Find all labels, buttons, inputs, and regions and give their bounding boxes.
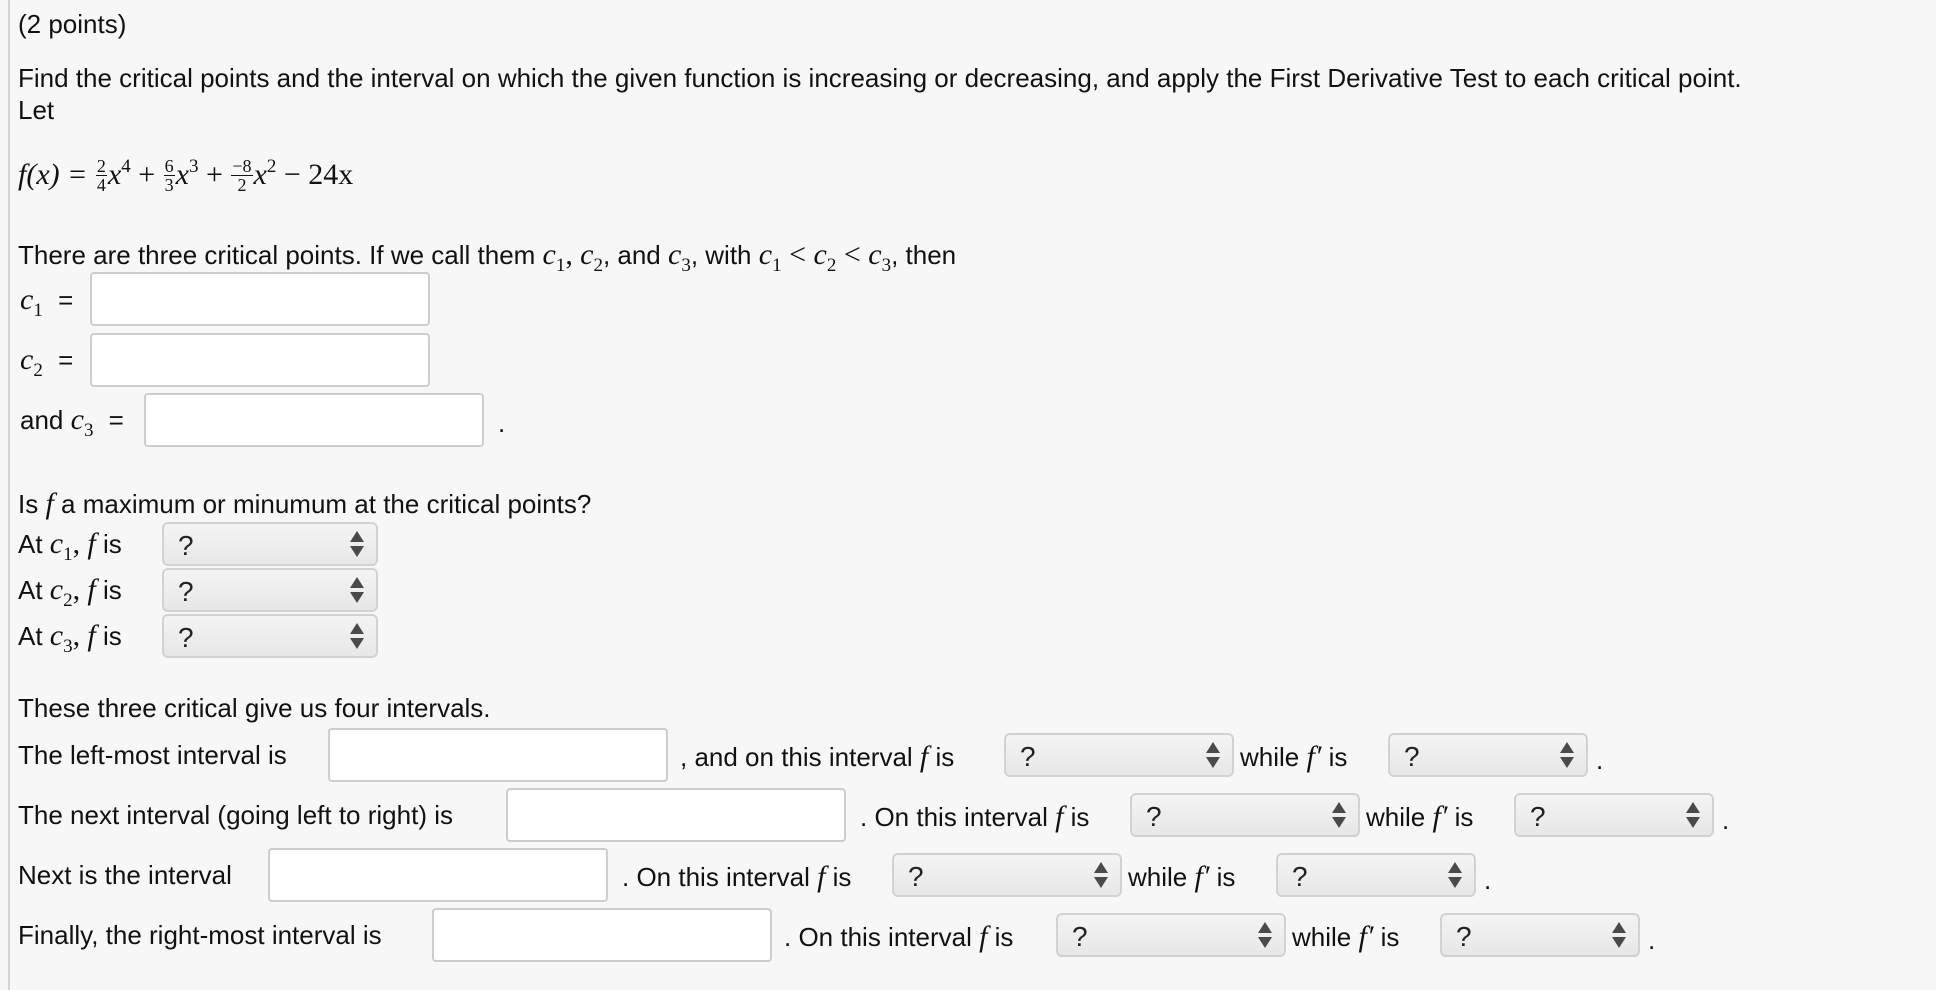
c2-input[interactable] (90, 333, 430, 387)
critical-points-sentence: There are three critical points. If we call them $c_1$, $c_2$, and $c_3$, with $c_1 < c_2 < c_3$, then (18, 238, 957, 276)
ineq-c2-sub: 2 (826, 255, 837, 276)
term-1-exp: 4 (121, 156, 131, 177)
updown-arrows-icon (1448, 862, 1462, 890)
sentence-and: , and (602, 240, 668, 270)
sentence-with: , with (690, 240, 759, 270)
c2-sub: 2 (593, 255, 603, 276)
c3-label: and $c_3$ = (20, 403, 124, 441)
maxmin-c3-select[interactable] (162, 614, 378, 658)
term-3-var: x (253, 158, 267, 191)
c2-label: $c_2$ = (20, 343, 74, 381)
select-value: ? (1292, 861, 1308, 892)
interval-row-4-label: Finally, the right-most interval is (18, 920, 382, 950)
updown-arrows-icon (1332, 802, 1346, 830)
function-tail: − 24x (276, 158, 354, 191)
sentence-part-a: There are three critical points. If we call them (18, 240, 543, 270)
interval-3-fprime-select[interactable] (1276, 853, 1476, 897)
term-2-exp: 3 (188, 156, 199, 177)
intervals-intro: These three critical give us four intervals. (18, 693, 491, 723)
fraction-term-3: $\frac{-8}{2}$ (232, 155, 252, 195)
select-value: ? (178, 622, 194, 653)
ineq-c2: c (813, 238, 827, 271)
sentence-then: , then (891, 240, 957, 270)
c1-var: c (542, 238, 556, 271)
select-value: ? (1072, 921, 1088, 952)
interval-3-input[interactable] (268, 848, 608, 902)
c3-input[interactable] (144, 393, 484, 447)
select-value: ? (178, 576, 194, 607)
c2-var: c (580, 238, 594, 271)
maxmin-row-3-label: At $c_3$, f is (18, 619, 122, 657)
interval-1-f-select[interactable] (1004, 733, 1234, 777)
updown-arrows-icon (350, 577, 364, 605)
updown-arrows-icon (1612, 922, 1626, 950)
ineq-c1-sub: 1 (772, 255, 782, 276)
c1-input[interactable] (90, 272, 430, 326)
interval-4-f-select[interactable] (1056, 913, 1286, 957)
select-value: ? (1530, 801, 1546, 832)
problem-panel (8, 0, 1936, 990)
interval-row-4-end: . (1648, 925, 1656, 955)
select-value: ? (1456, 921, 1472, 952)
c1-sub: 1 (555, 255, 566, 276)
c1-label: $c_1$ = (20, 283, 74, 321)
select-value: ? (178, 530, 194, 561)
maxmin-question: Is f a maximum or minumum at the critical points? (18, 487, 592, 520)
interval-row-2-while: while f′ is (1366, 800, 1474, 833)
interval-row-2-label: The next interval (going left to right) is (18, 800, 453, 830)
updown-arrows-icon (1206, 742, 1220, 770)
interval-row-4-while: while f′ is (1292, 920, 1400, 953)
ineq-c1: c (758, 238, 773, 271)
c3-var: c (668, 238, 682, 271)
function-lhs: f(x) = (18, 158, 95, 191)
problem-prompt: Find the critical points and the interval on which the given function is increasing or decreasing, and apply the First Derivative Test to each critical point. (18, 63, 1742, 93)
fraction-term-1: $\frac{2}{4}$ (96, 155, 106, 195)
function-definition: f(x) = $\frac{2}{4}$ $x^4$ + $\frac{6}{3}$ $x^3$ + $\frac{-8}{2}$ $x^2 - 24x$ (18, 155, 354, 195)
select-value: ? (1404, 741, 1420, 772)
select-value: ? (908, 861, 924, 892)
updown-arrows-icon (350, 623, 364, 651)
interval-row-1-while: while f′ is (1240, 740, 1348, 773)
ineq-c3-sub: 3 (881, 255, 892, 276)
interval-row-1-label: The left-most interval is (18, 740, 287, 770)
term-3-exp: 2 (266, 156, 277, 177)
maxmin-c2-select[interactable] (162, 568, 378, 612)
interval-row-3-label: Next is the interval (18, 860, 232, 890)
interval-row-3-mid: . On this interval f is (622, 860, 852, 893)
interval-4-fprime-select[interactable] (1440, 913, 1640, 957)
updown-arrows-icon (1560, 742, 1574, 770)
term-2-var: x (175, 158, 189, 191)
fraction-term-2: $\frac{6}{3}$ (164, 155, 174, 195)
interval-row-4-mid: . On this interval f is (784, 920, 1014, 953)
interval-row-1-end: . (1596, 745, 1604, 775)
interval-4-input[interactable] (432, 908, 772, 962)
points-label: (2 points) (18, 9, 127, 39)
maxmin-row-1-label: At $c_1$, f is (18, 527, 122, 565)
ineq-c3: c (868, 238, 882, 271)
interval-row-2-mid: . On this interval f is (860, 800, 1090, 833)
maxmin-row-2-label: At $c_2$, f is (18, 573, 122, 611)
c3-period: . (498, 408, 506, 438)
interval-1-input[interactable] (328, 728, 668, 782)
ineq-lt-1: < (781, 238, 814, 271)
interval-row-3-end: . (1484, 865, 1492, 895)
c3-sub: 3 (681, 255, 691, 276)
updown-arrows-icon (1258, 922, 1272, 950)
select-value: ? (1020, 741, 1036, 772)
interval-2-f-select[interactable] (1130, 793, 1360, 837)
updown-arrows-icon (350, 531, 364, 559)
interval-row-1-mid: , and on this interval f is (680, 740, 955, 773)
term-1-var: x (107, 158, 122, 191)
select-value: ? (1146, 801, 1162, 832)
interval-row-3-while: while f′ is (1128, 860, 1236, 893)
let-label: Let (18, 95, 55, 125)
interval-1-fprime-select[interactable] (1388, 733, 1588, 777)
interval-3-f-select[interactable] (892, 853, 1122, 897)
maxmin-c1-select[interactable] (162, 522, 378, 566)
interval-2-fprime-select[interactable] (1514, 793, 1714, 837)
ineq-lt-2: < (836, 238, 869, 271)
updown-arrows-icon (1094, 862, 1108, 890)
updown-arrows-icon (1686, 802, 1700, 830)
interval-2-input[interactable] (506, 788, 846, 842)
interval-row-2-end: . (1722, 805, 1730, 835)
